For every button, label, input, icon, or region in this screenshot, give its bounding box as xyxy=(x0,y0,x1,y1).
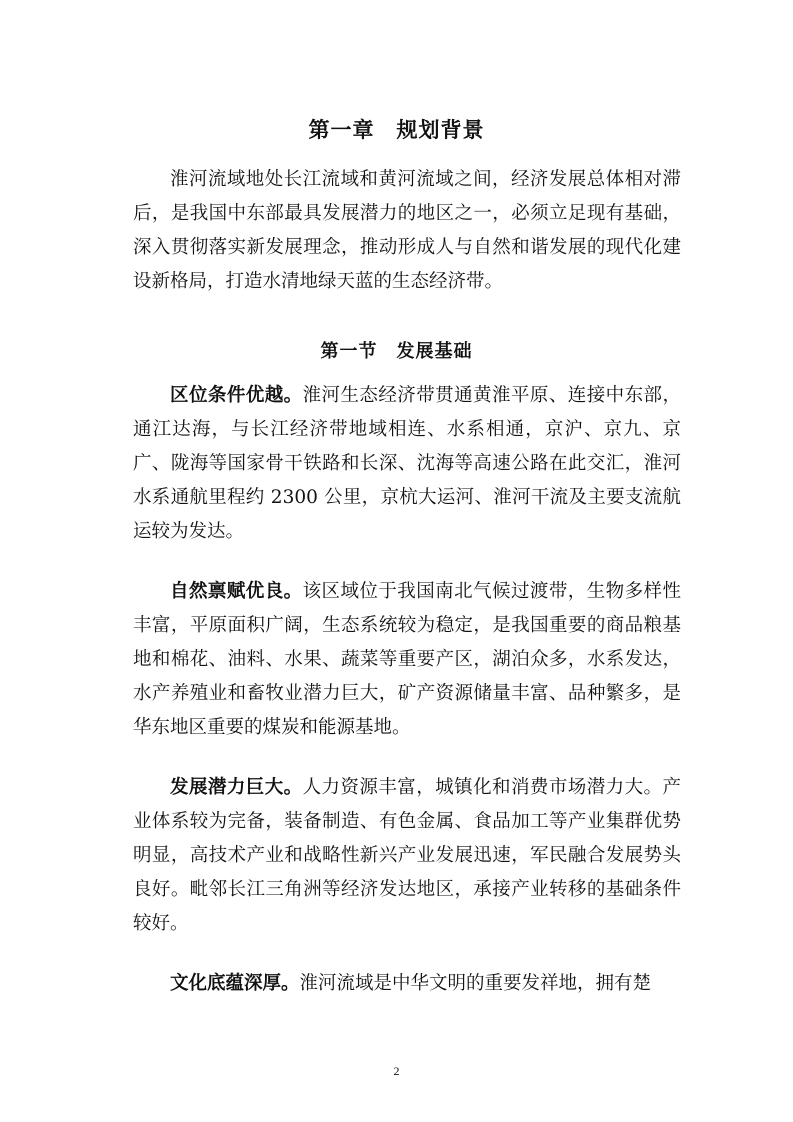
paragraph-lead: 发展潜力巨大。 xyxy=(170,777,303,798)
paragraph-text: 该区域位于我国南北气候过渡带，生物多样性丰富，平原面积广阔，生态系统较为稳定，是我国重要的商品粮基地和棉花、油料、水果、蔬菜等重要产区，湖泊众多，水系发达，水产养殖业和畜牧业潜力巨大，矿产资源储量丰富、品种繁多，是华东地区重要的煤炭和能源基地。 xyxy=(133,581,681,738)
section-title: 第一节 发展基础 xyxy=(320,341,473,362)
paragraph-lead: 区位条件优越。 xyxy=(170,385,303,406)
paragraph-text: 淮河生态经济带贯通黄淮平原、连接中东部，通江达海，与长江经济带地域相连、水系相通，京沪、京九、京广、陇海等国家骨干铁路和长深、沈海等高速公路在此交汇，淮河水系通航里程约 2300 公里，京杭大运河、淮河干流及主要支流航运较为发达。 xyxy=(133,385,681,542)
paragraph-cultural-heritage xyxy=(133,967,681,1001)
paragraph-lead: 文化底蕴深厚。 xyxy=(170,973,300,994)
paragraph-lead: 自然禀赋优良。 xyxy=(170,581,303,602)
chapter-title: 第一章 规划背景 xyxy=(308,118,485,142)
paragraph-natural-endowment xyxy=(133,575,681,745)
page-number: 2 xyxy=(393,1064,400,1078)
chapter-intro-paragraph: 淮河流域地处长江流域和黄河流域之间，经济发展总体相对滞后，是我国中东部最具发展潜力的地区之一，必须立足现有基础，深入贯彻落实新发展理念，推动形成人与自然和谐发展的现代化建设新格局，打造水清地绿天蓝的生态经济带。 xyxy=(133,169,681,292)
paragraph-location xyxy=(133,379,681,549)
paragraph-text: 淮河流域是中华文明的重要发祥地，拥有楚 xyxy=(299,973,652,994)
paragraph-development-potential xyxy=(133,771,681,941)
paragraph-text: 人力资源丰富，城镇化和消费市场潜力大。产业体系较为完备，装备制造、有色金属、食品加工等产业集群优势明显，高技术产业和战略性新兴产业发展迅速，军民融合发展势头良好。毗邻长江三角洲等经济发达地区，承接产业转移的基础条件较好。 xyxy=(133,777,681,934)
